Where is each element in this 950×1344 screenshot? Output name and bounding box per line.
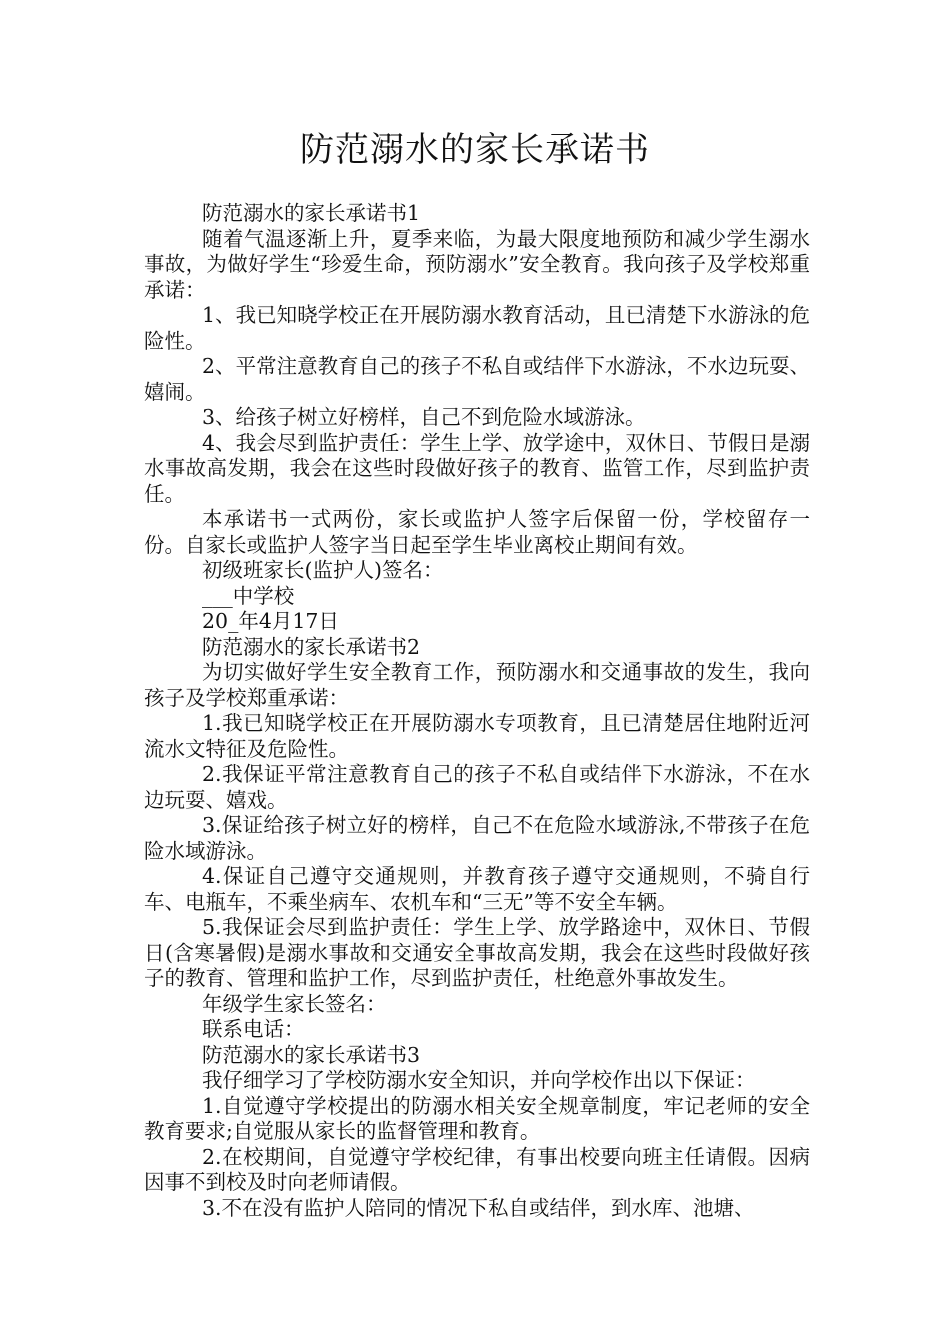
paragraph: 本承诺书一式两份，家长或监护人签字后保留一份，学校留存一份。自家长或监护人签字当日起至学生毕业离校止期间有效。 <box>144 507 810 557</box>
section-heading-2: 防范溺水的家长承诺书2 <box>202 634 421 659</box>
list-item: 2.在校期间，自觉遵守学校纪律，有事出校要向班主任请假。因病因事不到校及时向老师请假。 <box>144 1144 810 1194</box>
list-item: 1、我已知晓学校正在开展防溺水教育活动，且已清楚下水游泳的危险性。 <box>144 303 810 353</box>
phone-line: 联系电话： <box>202 1017 305 1041</box>
list-item: 2.我保证平常注意教育自己的孩子不私自或结伴下水游泳，不在水边玩耍、嬉戏。 <box>144 762 810 812</box>
list-item: 4.保证自己遵守交通规则，并教育孩子遵守交通规则，不骑自行车、电瓶车，不乘坐病车、农机车和“三无”等不安全车辆。 <box>144 864 810 914</box>
list-item: 3.不在没有监护人陪同的情况下私自或结伴，到水库、池塘、 <box>202 1195 755 1220</box>
list-item: 3、给孩子树立好榜样，自己不到危险水域游泳。 <box>202 405 646 429</box>
date-line: 20_年4月17日 <box>202 609 339 633</box>
list-item: 4、我会尽到监护责任：学生上学、放学途中，双休日、节假日是溺水事故高发期，我会在这些时段做好孩子的教育、监管工作，尽到监护责任。 <box>144 430 810 506</box>
list-item: 2、平常注意教育自己的孩子不私自或结伴下水游泳，不水边玩耍、嬉闹。 <box>144 354 810 404</box>
paragraph: 我仔细学习了学校防溺水安全知识，并向学校作出以下保证： <box>202 1068 756 1092</box>
section-heading-1: 防范溺水的家长承诺书1 <box>202 201 421 225</box>
list-item: 3.保证给孩子树立好的榜样，自己不在危险水域游泳,不带孩子在危险水域游泳。 <box>144 813 810 863</box>
list-item: 1.我已知晓学校正在开展防溺水专项教育，且已清楚居住地附近河流水文特征及危险性。 <box>144 711 810 761</box>
school-line: ___中学校 <box>202 583 295 608</box>
list-item: 5.我保证会尽到监护责任：学生上学、放学路途中，双休日、节假日(含寒暑假)是溺水事故和交通安全事故高发期，我会在这些时段做好孩子的教育、管理和监护工作，尽到监护责任，杜绝意外事故发生。 <box>144 915 810 990</box>
signature-line: 年级学生家长签名： <box>202 991 387 1016</box>
section-heading-3: 防范溺水的家长承诺书3 <box>202 1042 421 1067</box>
signature-line: 初级班家长(监护人)签名： <box>202 558 444 582</box>
document-body <box>144 201 810 1221</box>
paragraph: 随着气温逐渐上升，夏季来临，为最大限度地预防和减少学生溺水事故，为做好学生“珍爱生命，预防溺水”安全教育。我向孩子及学校郑重承诺： <box>144 226 810 302</box>
document-title: 防范溺水的家长承诺书 <box>300 130 650 170</box>
list-item: 1.自觉遵守学校提出的防溺水相关安全规章制度，牢记老师的安全教育要求;自觉服从家长的监督管理和教育。 <box>144 1093 810 1143</box>
paragraph: 为切实做好学生安全教育工作，预防溺水和交通事故的发生，我向孩子及学校郑重承诺： <box>144 660 810 710</box>
